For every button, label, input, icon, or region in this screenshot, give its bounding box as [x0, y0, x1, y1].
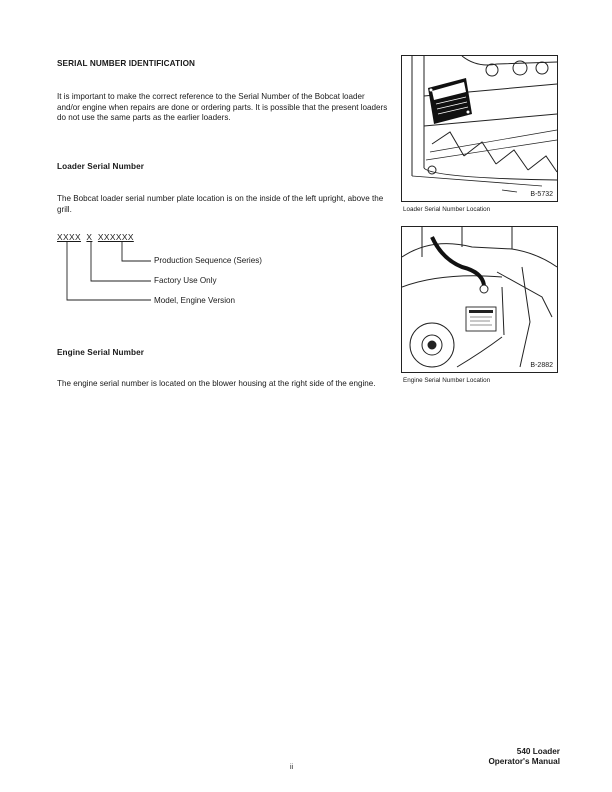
figure-loader-serial-plate: [401, 55, 558, 202]
factory-leader-line: [91, 242, 151, 281]
serial-code-leader-lines: [55, 240, 160, 306]
intro-paragraph: It is important to make the correct reference to the Serial Number of the Bobcat loader and/or engine when repairs are done or ordering parts. It is possible that the present loaders do not use the same parts as the earlier loaders.: [57, 92, 388, 123]
footer-manual: Operator's Manual: [488, 757, 560, 766]
page-title: SERIAL NUMBER IDENTIFICATION: [57, 59, 196, 68]
legend-production-sequence: Production Sequence (Series): [154, 256, 262, 265]
figure-engine-id: B-2882: [530, 362, 553, 369]
loader-illustration: [402, 56, 557, 201]
sequence-leader-line: [122, 242, 151, 261]
model-leader-line: [67, 242, 151, 300]
code-segment-factory: X: [86, 232, 93, 242]
figure-engine-serial-plate: [401, 226, 558, 373]
page-number: ii: [290, 764, 294, 771]
footer-manual-title: [488, 747, 560, 767]
engine-serial-heading: Engine Serial Number: [57, 348, 145, 357]
loader-serial-heading: Loader Serial Number: [57, 162, 145, 171]
footer-model: 540 Loader: [516, 747, 560, 756]
legend-model-engine: Model, Engine Version: [154, 296, 235, 305]
engine-serial-text: The engine serial number is located on the blower housing at the right side of the engine.: [57, 379, 376, 388]
figure-loader-caption: Loader Serial Number Location: [403, 206, 491, 213]
code-segment-sequence: XXXXXX: [97, 232, 134, 242]
engine-serial-decal-icon: [466, 307, 496, 331]
legend-factory-use: Factory Use Only: [154, 276, 217, 285]
loader-serial-text: The Bobcat loader serial number plate location is on the inside of the left upright, above the grill.: [57, 194, 384, 214]
code-segment-model: XXXX: [57, 232, 81, 242]
figure-loader-id: B-5732: [530, 191, 553, 198]
engine-illustration: [402, 227, 557, 372]
figure-engine-caption: Engine Serial Number Location: [403, 377, 491, 384]
serial-plate-icon: [428, 78, 472, 124]
